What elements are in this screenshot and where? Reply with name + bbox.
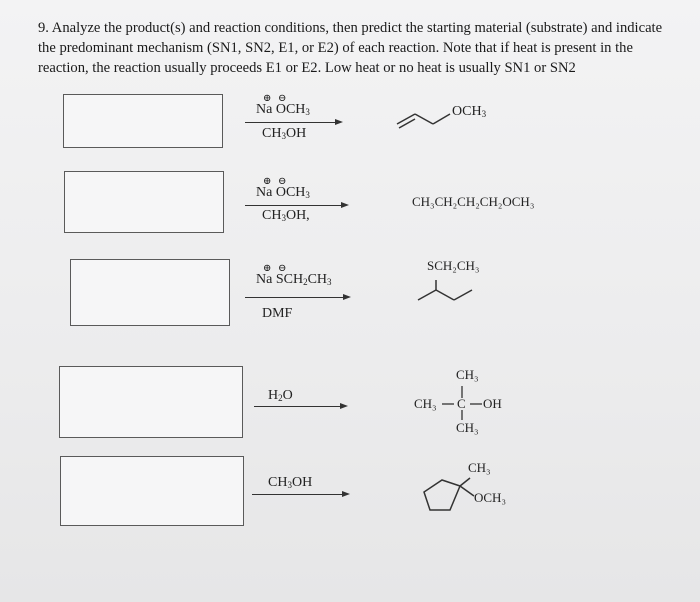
product-top-methyl-5: CH₃ <box>468 460 491 475</box>
reaction-arrow-4 <box>254 406 342 407</box>
subscript: 3 <box>281 213 286 223</box>
reagent-water: H <box>268 388 279 403</box>
arrow-head-icon <box>341 202 349 208</box>
reagent-solvent: CH <box>262 208 282 223</box>
subscript: 3 <box>481 109 487 119</box>
arrow-head-icon <box>342 491 350 497</box>
product-bottom-methyl: CH₃ <box>456 420 479 435</box>
question-text: 9. Analyze the product(s) and reaction conditions, then predict the starting material (substrate) and indicate the predominant mechanism (SN1, SN2, E1, or E2) of each reaction. Note that if heat is present in the reaction, the reaction usually proceeds E1 or E2. Low heat or no heat is usually SN1 or SN2 <box>38 20 663 76</box>
cation-charge-icon: ⊕ <box>263 93 271 104</box>
reagent-top-3 <box>256 272 332 288</box>
reagent-anion: OCH <box>275 185 306 200</box>
reaction-arrow-3 <box>245 297 345 298</box>
product-left-methyl: CH₃ <box>414 396 437 411</box>
subscript: 3 <box>305 190 310 200</box>
product-label-3: SCH₂CH₃ <box>427 258 480 273</box>
reagent-solvent-rest: OH <box>285 126 307 141</box>
methoxy-label: OCH <box>452 104 482 119</box>
answer-box-3[interactable] <box>70 259 230 326</box>
reagent-solvent: CH <box>268 475 288 490</box>
reagent-top-4 <box>268 388 293 404</box>
arrow-head-icon <box>335 119 343 125</box>
reagent-bottom-2 <box>262 208 310 224</box>
subscript: 2 <box>303 277 308 287</box>
anion-charge-icon: ⊖ <box>278 93 286 104</box>
reagent-water-rest: O <box>282 388 293 403</box>
reagent-solvent: CH <box>262 126 282 141</box>
product-center-carbon: C <box>457 396 466 411</box>
reagent-top-5 <box>268 475 312 491</box>
answer-box-5[interactable] <box>60 456 244 526</box>
reaction-arrow-2 <box>245 205 343 206</box>
product-hydroxyl: OH <box>483 396 502 411</box>
reagent-anion-rest: CH <box>307 272 328 287</box>
reaction-arrow-1 <box>245 122 337 123</box>
allyl-ether-structure <box>395 108 455 132</box>
arrow-head-icon <box>343 294 351 300</box>
reagent-solvent-rest: OH <box>291 475 313 490</box>
answer-box-2[interactable] <box>64 171 224 233</box>
subscript: 3 <box>327 277 332 287</box>
answer-box-1[interactable] <box>63 94 223 148</box>
reagent-cation: Na <box>256 185 273 200</box>
anion-charge-icon: ⊖ <box>278 263 286 274</box>
subscript: 3 <box>287 480 292 490</box>
reagent-top-1 <box>256 102 310 118</box>
reagent-bottom-1 <box>262 126 306 142</box>
subscript: 2 <box>278 393 283 403</box>
product-label-1 <box>452 104 486 120</box>
product-formula-2: CH₃CH₂CH₂CH₂OCH₃ <box>412 194 535 209</box>
product-methoxy-5: OCH₃ <box>474 490 506 505</box>
subscript: 3 <box>281 131 286 141</box>
subscript: 3 <box>305 107 310 117</box>
answer-box-4[interactable] <box>59 366 243 438</box>
reagent-cation: Na <box>256 272 273 287</box>
product-top-methyl: CH₃ <box>456 367 479 382</box>
arrow-head-icon <box>340 403 348 409</box>
reagent-anion: SCH <box>275 272 304 287</box>
reaction-arrow-5 <box>252 494 344 495</box>
cation-charge-icon: ⊕ <box>263 263 271 274</box>
reagent-solvent-rest: OH, <box>285 208 310 223</box>
reagent-anion: OCH <box>275 102 306 117</box>
reagent-bottom-3: DMF <box>262 306 293 321</box>
reagent-top-2 <box>256 185 310 201</box>
reagent-cation: Na <box>256 102 273 117</box>
sec-butyl-sulfide-structure <box>408 278 478 304</box>
cation-charge-icon: ⊕ <box>263 176 271 187</box>
anion-charge-icon: ⊖ <box>278 176 286 187</box>
